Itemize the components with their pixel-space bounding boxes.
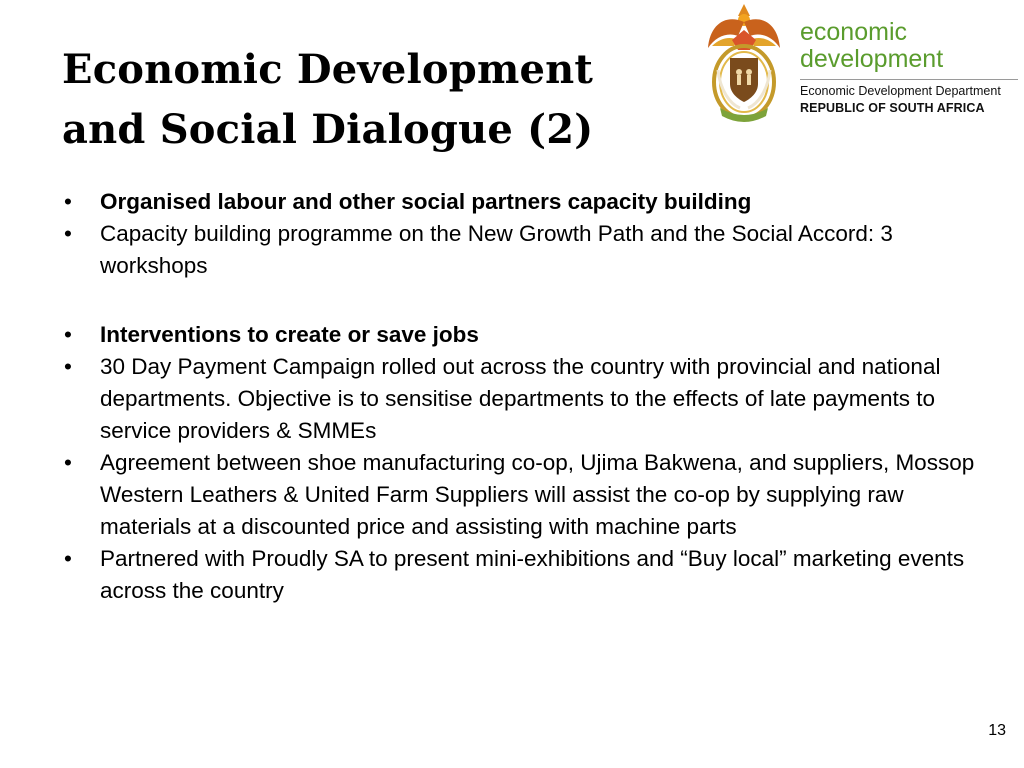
bullet-symbol: • (64, 221, 72, 246)
bullet-text: Partnered with Proudly SA to present mini-exhibitions and “Buy local” marketing events across the country (100, 546, 965, 603)
logo-word-development: development (800, 45, 944, 73)
title-line-1: Economic Development (62, 46, 594, 93)
slide-number: 13 (988, 722, 1006, 739)
department-logo (698, 0, 1024, 130)
title-line-2: and Social Dialogue (2) (62, 106, 594, 153)
logo-divider (800, 79, 1018, 80)
coat-of-arms-icon (704, 0, 784, 128)
bullet-symbol: • (64, 546, 72, 571)
bullet-item (64, 543, 984, 607)
bullet-text: Organised labour and other social partners capacity building (100, 189, 752, 214)
bullet-list (64, 186, 984, 607)
bullet-heading (64, 319, 984, 351)
bullet-symbol: • (64, 189, 72, 214)
page-title (62, 40, 593, 160)
logo-republic-name: REPUBLIC OF SOUTH AFRICA (800, 101, 985, 115)
bullet-heading (64, 186, 984, 218)
bullet-symbol: • (64, 450, 72, 475)
bullet-text: Agreement between shoe manufacturing co-op, Ujima Bakwena, and suppliers, Mossop Western Leathers & United Farm Suppliers will assist the co-op by supplying raw materials at a discounted price and assisting with machine parts (100, 450, 975, 539)
list-spacer (64, 282, 984, 319)
logo-word-economic: economic (800, 18, 907, 46)
bullet-item (64, 447, 984, 543)
bullet-symbol: • (64, 322, 72, 347)
bullet-symbol: • (64, 354, 72, 379)
bullet-text: 30 Day Payment Campaign rolled out across the country with provincial and national departments. Objective is to sensitise departments to the effects of late payments to service providers & SMMEs (100, 354, 941, 443)
logo-department-name: Economic Development Department (800, 84, 1001, 98)
bullet-item (64, 218, 984, 282)
bullet-item (64, 351, 984, 447)
bullet-text: Interventions to create or save jobs (100, 322, 479, 347)
bullet-text: Capacity building programme on the New Growth Path and the Social Accord: 3 workshops (100, 221, 893, 278)
